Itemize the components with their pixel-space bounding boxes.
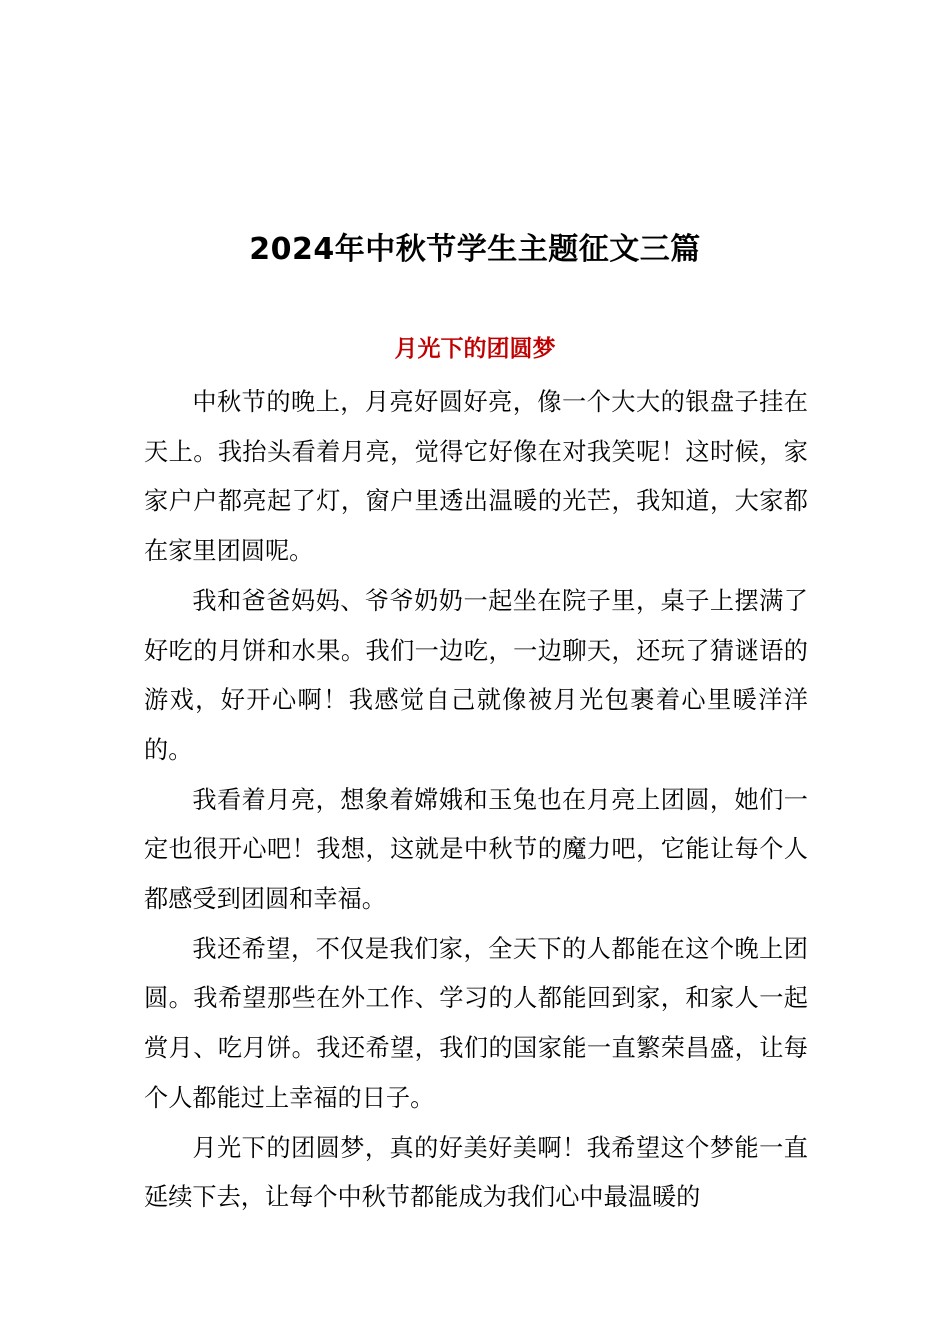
paragraph-4: 我还希望，不仅是我们家，全天下的人都能在这个晚上团圆。我希望那些在外工作、学习的人都能回到家，和家人一起赏月、吃月饼。我还希望，我们的国家能一直繁荣昌盛，让每个人都能过上幸福的日子。 [144,934,808,1112]
paragraph-5: 月光下的团圆梦，真的好美好美啊！我希望这个梦能一直延续下去，让每个中秋节都能成为我们心中最温暖的 [144,1133,808,1212]
paragraph-2: 我和爸爸妈妈、爷爷奶奶一起坐在院子里，桌子上摆满了好吃的月饼和水果。我们一边吃，一边聊天，还玩了猜谜语的游戏，好开心啊！我感觉自己就像被月光包裹着心里暖洋洋的。 [144,586,808,764]
section-title: 月光下的团圆梦 [394,336,556,362]
paragraph-1: 中秋节的晚上，月亮好圆好亮，像一个大大的银盘子挂在天上。我抬头看着月亮，觉得它好像在对我笑呢！这时候，家家户户都亮起了灯，窗户里透出温暖的光芒，我知道，大家都在家里团圆呢。 [144,388,808,566]
document-title: 2024年中秋节学生主题征文三篇 [249,232,701,267]
essay-body [144,378,808,1223]
paragraph-3: 我看着月亮，想象着嫦娥和玉兔也在月亮上团圆，她们一定也很开心吧！我想，这就是中秋节的魔力吧，它能让每个人都感受到团圆和幸福。 [144,785,808,914]
